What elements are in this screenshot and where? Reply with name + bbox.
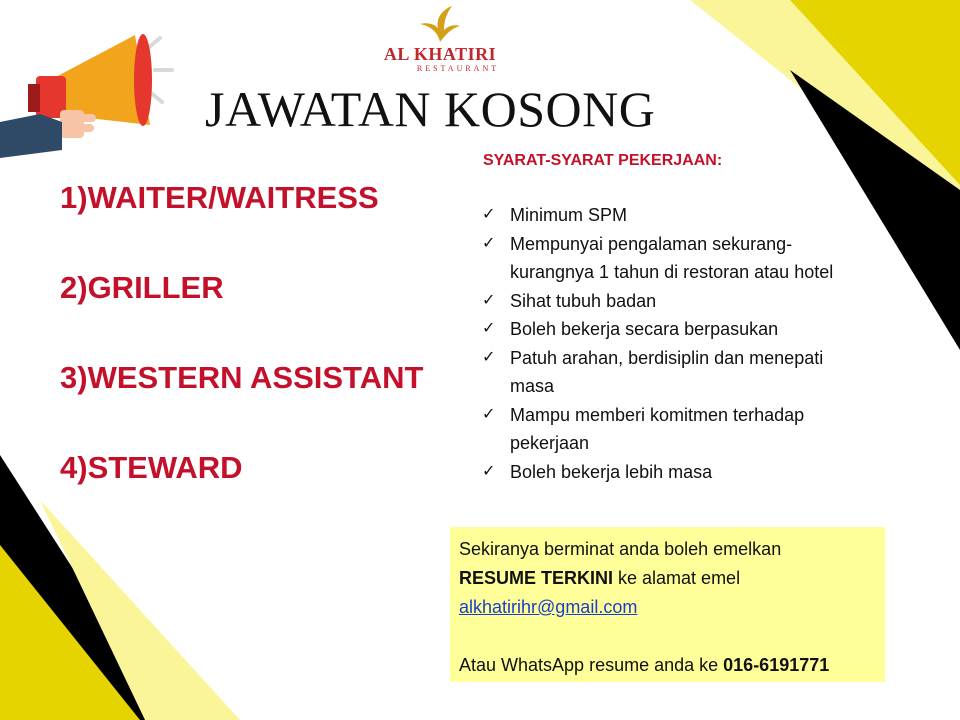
checkmark-icon: ✓ <box>482 462 496 480</box>
checkmark-icon: ✓ <box>482 348 496 366</box>
position-item: 4)STEWARD <box>60 450 243 485</box>
eagle-icon <box>418 4 462 44</box>
requirement-line: Mampu memberi komitmen terhadap <box>510 404 805 425</box>
email-link-wrap <box>459 593 637 622</box>
checkmark-icon: ✓ <box>482 234 496 252</box>
checkmark-icon: ✓ <box>482 320 496 337</box>
contact-line-2-rest: ke alamat emel <box>613 568 741 588</box>
checkmark-icon: ✓ <box>482 405 496 423</box>
page-title: JAWATAN KOSONG <box>205 81 656 137</box>
resume-label: RESUME TERKINI <box>459 568 614 588</box>
requirement-line: Sihat tubuh badan <box>510 290 657 311</box>
requirement-item <box>482 201 882 230</box>
requirement-line: Boleh bekerja lebih masa <box>510 461 713 482</box>
requirement-item <box>482 287 882 316</box>
requirements-heading: SYARAT-SYARAT PEKERJAAN: <box>483 152 723 169</box>
logo-name: AL KHATIRI <box>383 44 497 64</box>
positions-list <box>60 180 423 540</box>
requirement-line: Minimum SPM <box>510 205 628 225</box>
contact-box <box>450 527 885 682</box>
email-link[interactable]: alkhatirihr@gmail.com <box>459 597 638 617</box>
checkmark-icon: ✓ <box>482 206 496 223</box>
requirement-line: Mempunyai pengalaman sekurang- <box>510 233 793 254</box>
logo-subtitle: RESTAURANT <box>416 64 500 73</box>
restaurant-logo <box>368 2 512 72</box>
contact-line-2 <box>459 564 740 593</box>
requirement-item <box>482 401 882 458</box>
megaphone-icon <box>0 30 190 170</box>
contact-line-1: Sekiranya berminat anda boleh emelkan <box>459 539 782 559</box>
checkmark-icon: ✓ <box>482 291 496 309</box>
requirement-item <box>482 230 882 287</box>
contact-line-4 <box>459 651 829 680</box>
phone-number: 016-6191771 <box>723 655 830 675</box>
whatsapp-label: Atau WhatsApp resume anda ke <box>459 655 724 675</box>
requirement-item <box>482 344 882 401</box>
requirement-line: pekerjaan <box>510 433 590 453</box>
position-item: 2)GRILLER <box>60 270 224 305</box>
requirement-line: kurangnya 1 tahun di restoran atau hotel <box>510 262 834 282</box>
position-item: 3)WESTERN ASSISTANT <box>60 360 424 395</box>
requirement-line: Boleh bekerja secara berpasukan <box>510 319 779 339</box>
requirements-list <box>482 201 882 486</box>
position-item: 1)WAITER/WAITRESS <box>60 180 379 215</box>
requirement-line: Patuh arahan, berdisiplin dan menepati <box>510 347 824 368</box>
requirement-item <box>482 315 882 344</box>
requirement-item <box>482 458 882 487</box>
requirement-line: masa <box>510 376 555 396</box>
